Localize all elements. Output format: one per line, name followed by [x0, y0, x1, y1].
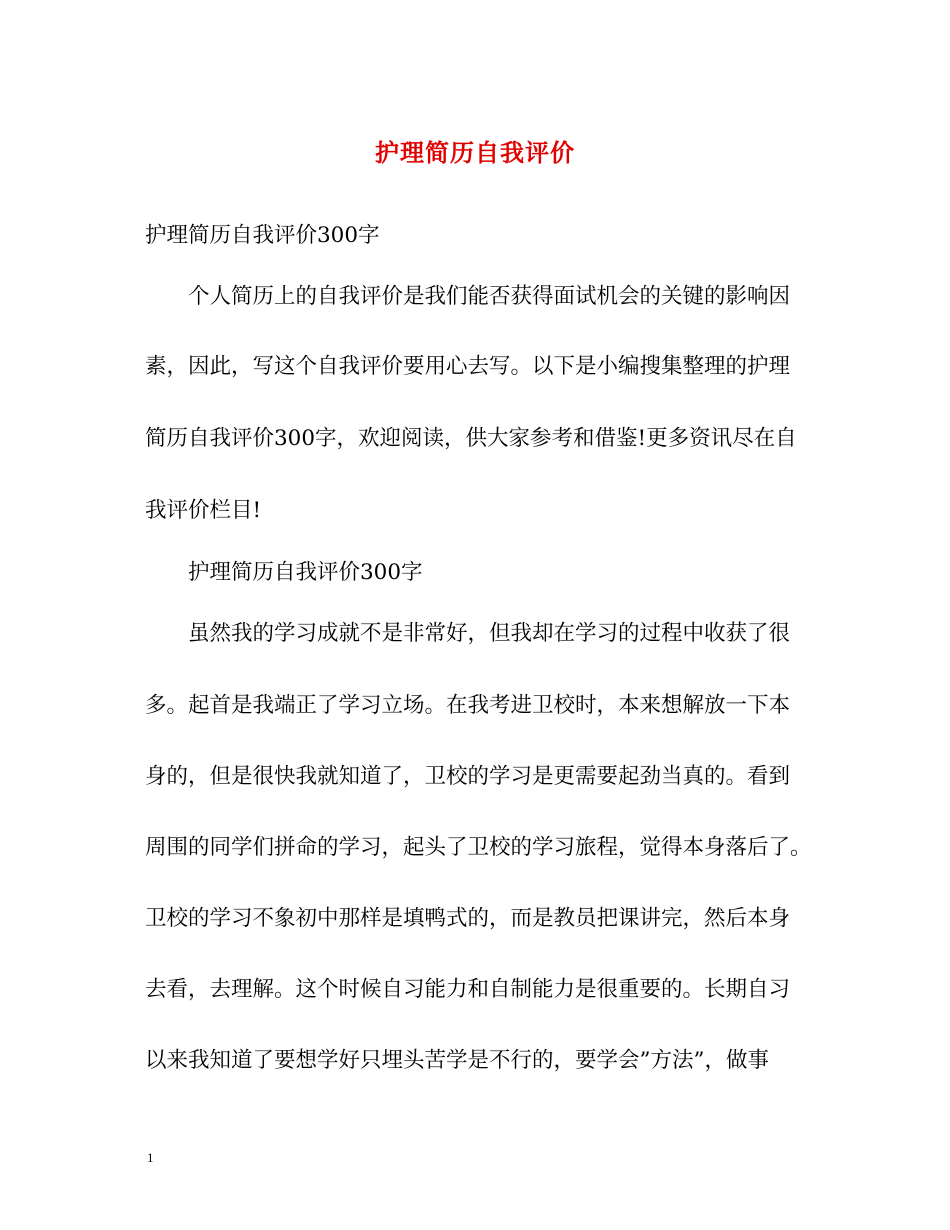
paragraph-line: 个人简历上的自我评价是我们能否获得面试机会的关键的影响因: [188, 284, 791, 309]
paragraph-line: 我评价栏目!: [145, 498, 262, 523]
paragraph-line: 多。起首是我端正了学习立场。在我考进卫校时，本来想解放一下本: [145, 693, 791, 718]
page-number: 1: [147, 1150, 154, 1165]
paragraph-line: 以来我知道了要想学好只埋头苦学是不行的，要学会”方法”，做事: [145, 1048, 769, 1073]
paragraph-line: 素，因此，写这个自我评价要用心去写。以下是小编搜集整理的护理: [145, 354, 791, 379]
paragraph-line: 身的，但是很快我就知道了，卫校的学习是更需要起劲当真的。看到: [145, 764, 791, 789]
section-heading-line: 护理简历自我评价300字: [188, 560, 423, 585]
paragraph-line: 卫校的学习不象初中那样是填鸭式的，而是教员把课讲完，然后本身: [145, 906, 791, 931]
paragraph-line: 虽然我的学习成就不是非常好，但我却在学习的过程中收获了很: [188, 621, 791, 646]
subtitle-line: 护理简历自我评价300字: [145, 223, 380, 248]
paragraph-line: 简历自我评价300字，欢迎阅读，供大家参考和借鉴!更多资讯尽在自: [145, 426, 797, 451]
document-title: 护理简历自我评价: [375, 138, 575, 167]
paragraph-line: 周围的同学们拼命的学习，起头了卫校的学习旅程，觉得本身落后了。: [145, 835, 812, 860]
paragraph-line: 去看，去理解。这个时候自习能力和自制能力是很重要的。长期自习: [145, 977, 791, 1002]
